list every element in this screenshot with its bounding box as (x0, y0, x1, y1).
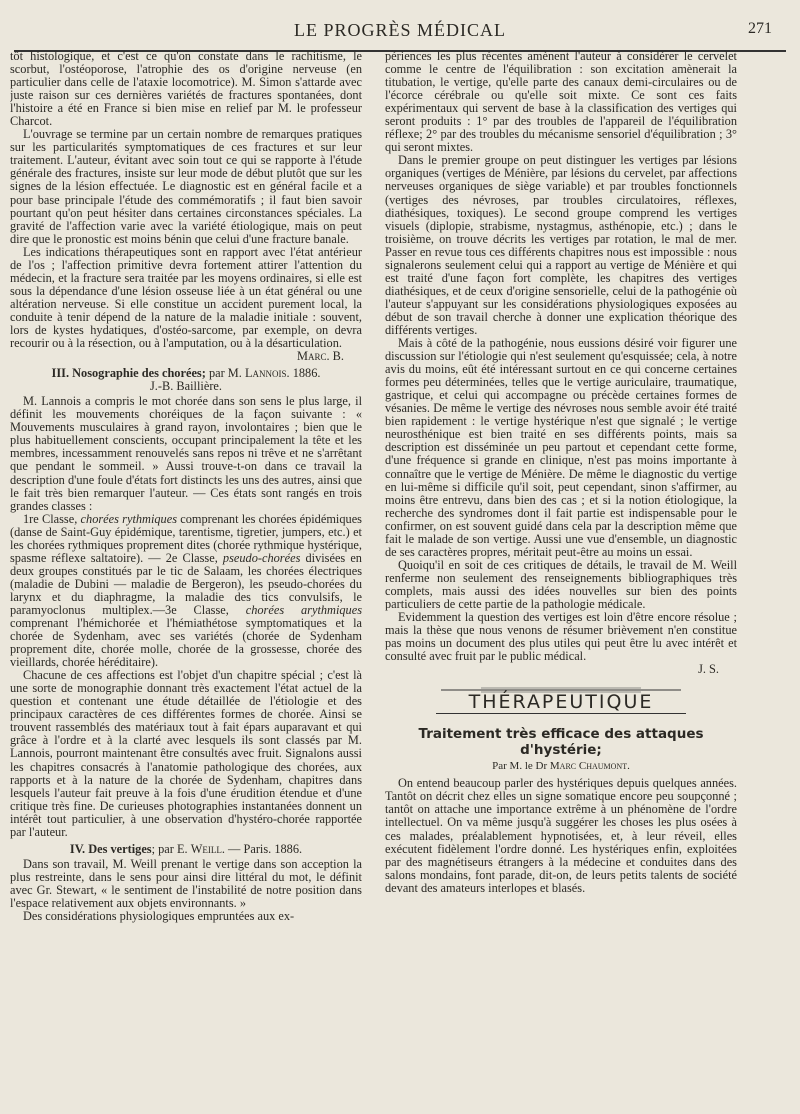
section-heading-chorees (10, 367, 362, 393)
paragraph: On entend beaucoup parler des hystériques depuis quelques années. Tantôt on décrit chez elles un signe somatique encore peu soupçonné ; tantôt on attache une importance extrême à un phénomène de l'ordre intellectuel. On va même jusqu'à suggérer les choses les plus osées à ces malades, préalablement hypnotisées, et, à leur réveil, elles exécutent fidèlement l'ordre donné. Les hystériques enfin, exploitées par des magnétiseurs étrangers à la médecine et conduites dans des salons mondains, font parade, dit-on, de leurs petits talents de société devant des amateurs interlopes et blasés. (385, 776, 737, 895)
byline-prefix: Par M. le Dr (492, 760, 548, 773)
text-run: 1re Classe, (23, 511, 78, 526)
heading-rule (436, 713, 686, 714)
paragraph-classes (10, 513, 362, 670)
section-title: Nosographie des chorées; (72, 366, 206, 381)
section-author: Lannois. (244, 366, 290, 381)
paragraph: périences les plus récentes amènent l'auteur à considérer le cervelet comme le centre de l'équilibration : son excitation amènerait la titubation, le vertige, qu'elle parte des canaux demi-circulaires ou de l'écorce cérébrale ou qu'elle soit mixte. Ce sont ces faits expérimentaux qui servent de base à la classification des vertiges qui seront produits : 1° par des troubles de l'appareil de l'équilibration réflexe; 2° par des troubles du mécanisme sensoriel d'équilibration ; 3° qui seront mixtes. (385, 50, 737, 155)
text-run: divisées en deux groupes constitués par le tic de Salaam, les chorées électriques (maladie de Dubini — maladie de Bergeron), les pseudo-chorées du larynx et du diaphragme, la maladie des tics convulsifs, le paramyoclonus multiplex.—3e Classe, (10, 550, 362, 617)
paragraph: Evidemment la question des vertiges est loin d'être encore résolue ; mais la thèse que nous venons de résumer brièvement n'en constitue pas moins un document des plus utiles qui peut être lu avec intérêt et consulté avec fruit par le public médical. (385, 610, 737, 664)
italic-term: pseudo-chorées (222, 550, 301, 565)
text-run: comprenant les chorées épidémiques (danse de Saint-Guy épidémique, tarentisme, tigretier, jumpers, etc.) et les chorées rythmiques proprement dites (chorée rythmique hystérique, spasme réflexe saltatoire). — 2e Classe, (10, 511, 362, 565)
byline (385, 760, 737, 773)
section-year: 1886. (292, 366, 321, 381)
italic-term: chorées arythmiques (245, 602, 362, 617)
section-number: IV. (69, 841, 86, 856)
right-column (385, 50, 737, 1105)
signature: J. S. (698, 662, 719, 677)
byline-author: Marc Chaumont. (549, 760, 630, 773)
page-number: 271 (748, 20, 772, 37)
page-header (0, 10, 800, 44)
paragraph: Dans son travail, M. Weill prenant le vertige dans son acception la plus restreinte, dans le sens pour ainsi dire littéral du mot, le définit avec Gr. Stewart, « le sentiment de l'instabilité de notre position dans l'espace relativement aux objets environnants. » (10, 856, 362, 910)
paragraph: Dans le premier groupe on peut distinguer les vertiges par lésions organiques (vertiges de Ménière, par lésions du cervelet, par affections nerveuses organiques de siège variable) et par troubles fonctionnels (vertiges des névroses, par troubles circulatoires, réflexes, diathésiques, toxiques). Le second groupe comprend les vertiges visuels (diplopie, strabisme, nystagmus, asthénopie, etc.) ; dans le troisième, on trouve décrits les vertiges par rotation, le mal de mer. Passer en revue tous ces différents chapitres nous est impossible : nous signalerons seulement celui qui a rapport au vertige de Ménière et qui est traité d'une façon fort complète, les chapitres des vertiges diathésiques, et de ceux d'origine sensorielle, celui de la pathogénie où l'auteur s'appuyant sur les considérations physiologiques exposées au début de son travail cherche à donner une explication théorique des différents vertiges. (385, 153, 737, 337)
section-publisher: J.-B. Baillière. (150, 379, 222, 394)
left-column (10, 50, 362, 1105)
section-heading-therapeutique: THÉRAPEUTIQUE (468, 691, 654, 714)
section-author: Weill. (190, 841, 225, 856)
section-year: — Paris. 1886. (228, 841, 303, 856)
signature: Marc. B. (297, 349, 344, 364)
section-by: ; par E. (151, 841, 188, 856)
section-by: par M. (208, 366, 242, 381)
section-heading-vertiges (10, 843, 362, 856)
journal-title: LE PROGRÈS MÉDICAL (293, 20, 506, 40)
paragraph: Quoiqu'il en soit de ces critiques de détails, le travail de M. Weill renferme non seulement des renseignements bibliographiques très complets, mais aussi des idées nouvelles sur bien des points particuliers de cette partie de la pathologie médicale. (385, 557, 737, 611)
paragraph: Les indications thérapeutiques sont en rapport avec l'état antérieur de l'os ; l'affection primitive devra fortement attirer l'attention du médecin, et la fracture sera traitée par les moyens ordinaires, si elle est sous la dépendance d'une lésion osseuse liée à un état général ou une altération nerveuse. Si elle constitue un accident purement local, la conduite à tenir dépend de la nature de la maladie initiale : souvent, lors de kystes hydatiques, d'ostéo-sarcome, par exemple, on devra recourir ou à la résection, ou à l'amputation, ou à la désarticulation. (10, 244, 362, 351)
paragraph: Des considérations physiologiques empruntées aux ex- (23, 909, 295, 924)
paragraph: Chacune de ces affections est l'objet d'un chapitre spécial ; c'est là une sorte de monographie donnant très exactement l'état actuel de la question et contenant une étude détaillée de l'étiologie et des principaux caractères de ces différentes formes de chorée. Ainsi se trouvent rassemblés des matériaux tout à fait épars auparavant et qui grâce à l'ordre et à la clarté avec lesquels ils sont classés par M. Lannois, pourront maintenant être consultés avec fruit. Signalons aussi les chapitres consacrés à l'anatomie pathologique des chorées, aux rapports et à la nature de la chorée de Sydenham, chapitres dans lesquels l'auteur fait preuve à la fois d'une érudition étendue et d'une critique très fine. De curieuses photographies instantanées donnent un intérêt tout particulier, à une observation d'hystéro-chorée rapportée par l'auteur. (10, 668, 362, 839)
section-title: Des vertiges (88, 841, 152, 856)
section-number: III. (51, 366, 70, 381)
paragraph: tôt histologique, et c'est ce qu'on constate dans le rachitisme, le scorbut, l'ostéoporose, l'atrophie des os d'origine nerveuse (en particulier dans celle de l'ataxie locomotrice). M. Simon s'attarde avec juste raison sur ces dernières variétés de fractures spontanées, dont l'histoire a été en France si bien mise en relief par M. le professeur Charcot. (10, 50, 362, 129)
italic-term: chorées rythmiques (80, 511, 178, 526)
paragraph: L'ouvrage se termine par un certain nombre de remarques pratiques sur les particularités symptomatiques de ces fractures et sur leur traitement. L'auteur, évitant avec soin tout ce qui se rapporte à l'étude générale des fractures, insiste sur leur mode de début plutôt que sur les signes de la lésion effectuée. Le diagnostic est en général facile et a pour base principale l'étude des commémoratifs ; il faut bien savoir pourtant qu'on peut hésiter dans certaines circonstances spéciales. La gravité de l'affection varie avec la variété étiologique, mais on peut dire que le pronostic est moins bénin que celui d'une fracture banale. (10, 127, 362, 246)
text-run: comprenant l'hémichorée et l'hémiathétose symptomatiques et la chorée de Sydenham, avec ses variétés (chorée de Sydenham proprement dite, chorée molle, chorée de la grossesse, chorée des vieillards, chorée héréditaire). (10, 616, 362, 670)
paragraph: Mais à côté de la pathogénie, nous eussions désiré voir figurer une discussion sur l'étiologie qui n'est seulement qu'esquissée; cela, à notre avis du moins, eût été intéressant surtout en ce qui concerne certaines formes peu déterminées, telles que le vertige auriculaire, traumatique, gastrique, et celui qui accompagne ou précède certaines formes de vésanies. De même le vertige des névroses nous semble avoir été traité bien rapidement : le vertige hystérique n'est que signalé ; le vertige neurosthénique est bien traité en ses différents points, mais sa description est disséminée un peu partout et cependant cette forme, d'une fréquence si grande en clinique, n'est pas moins importante à connaître que le vertige de Ménière. De même le diagnostic du vertige en lui-même si difficile qu'il soit, peut cependant, sinon s'affirmer, au moins être entrevu, dans bien des cas ; et si la notion étiologique, la recherche des syndromes dont il fait partie est indispensable pour le confirmer, on est souvent guidé dans cela par la description même que fait le malade de son vertige. Aussi une vue d'ensemble, un diagnostic de ses caractères propres, méritait peut-être au moins un essai. (385, 336, 737, 559)
paragraph: M. Lannois a compris le mot chorée dans son sens le plus large, il définit les mouvements choréiques de la façon suivante : « Mouvements musculaires à grand rayon, involontaires ; bien que le plus habituellement conscients, occupant principalement la tête et les membres, incessamment renouvelés sans repos ni trêve et ne s'arrêtant que pendant le sommeil. » Aussi trouve-t-on dans ce travail la description d'une foule d'états fort distincts les uns des autres, ainsi que le fait très bien remarquer l'auteur. — Ces états sont rangés en trois grandes classes : (10, 394, 362, 513)
article-title: Traitement très efficace des attaques d'hystérie; (418, 726, 704, 759)
